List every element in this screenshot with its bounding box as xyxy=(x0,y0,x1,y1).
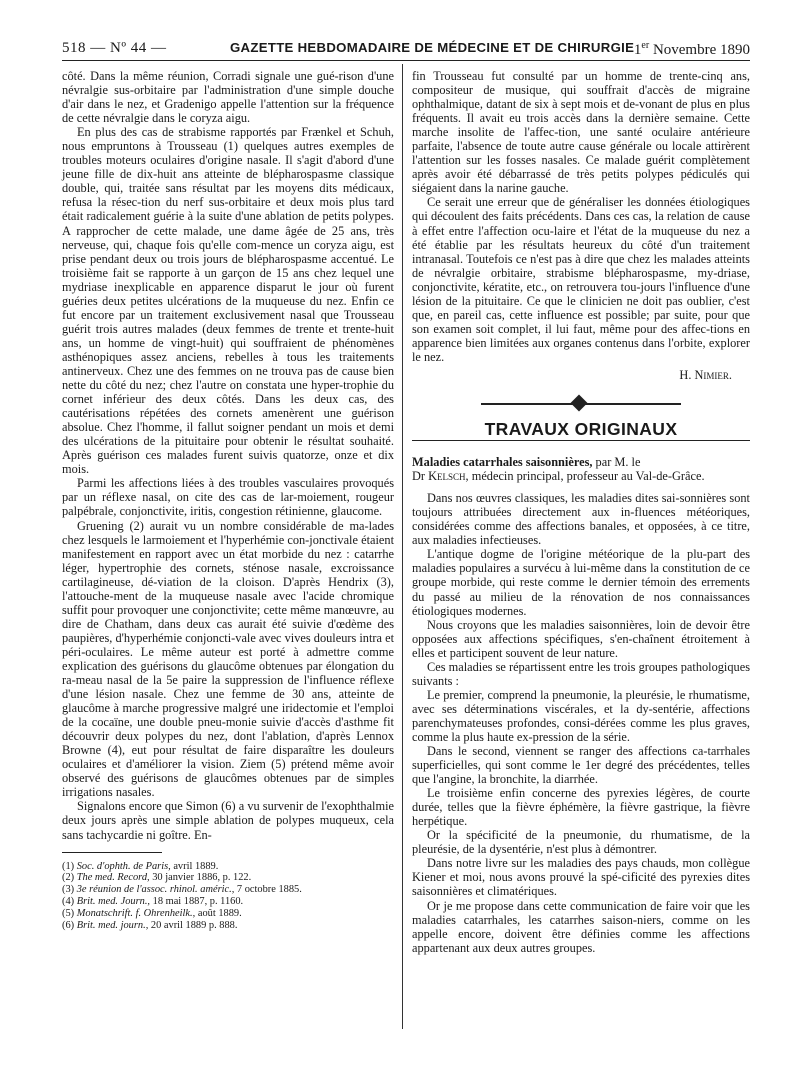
journal-title: GAZETTE HEBDOMADAIRE DE MÉDECINE ET DE CHIRURGIE xyxy=(230,40,635,55)
article-author: Kelsch xyxy=(428,469,466,484)
footnotes xyxy=(62,861,394,932)
right-paragraph-3: Dans nos œuvres classiques, les maladies dites sai-sonnières sont toujours attribuées directement aux in-fluences météoriques, considérées comme des affections banales, et opposées, à ce titre, aux maladies infectieuses. xyxy=(412,491,750,548)
right-paragraph-7: Le premier, comprend la pneumonie, la pleurésie, le rhumatisme, avec ses déterminations viscérales, et la dy-sentérie, affections parenchymateuses profondes, consi-dérées comme les plus graves, comme la plus haute ex-pression de la série. xyxy=(412,687,750,744)
issue-date-rest: Novembre 1890 xyxy=(649,42,750,58)
footnote-2: (2) The med. Record, 30 janvier 1886, p. 122. xyxy=(62,872,252,884)
left-paragraph-5: Signalons encore que Simon (6) a vu survenir de l'exophthalmie deux jours après une simple ablation de polypes muqueux, cela sans tachycardie ni goître. En- xyxy=(62,799,394,842)
header-rule xyxy=(62,60,750,61)
left-paragraph-1: côté. Dans la même réunion, Corradi signale une gué-rison d'une névralgie sus-orbitaire par l'administration d'une simple douche d'air dans le nez, et Gradenigo appelle l'attention sur la fréquence de cette névralgie dans le coryza aigu. xyxy=(62,69,394,126)
right-paragraph-5: Nous croyons que les maladies saisonnières, loin de devoir être opposées aux affections spécifiques, s'en-chaînent étroitement à elles et participent souvent de leur nature. xyxy=(412,617,750,660)
footnote-5: (5) Monatschrift. f. Ohrenheilk., août 1889. xyxy=(62,907,242,919)
right-column xyxy=(412,69,750,955)
right-paragraph-11: Dans notre livre sur les maladies des pays chauds, mon collègue Kiener et moi, nous avons prouvé la spé-cificité des pyrexies dites saisonnières et climatériques. xyxy=(412,856,750,899)
right-paragraph-8: Dans le second, viennent se ranger des affections ca-tarrhales superficielles, qui sont comme le 1er degré des précédentes, telles que l'angine, la bronchite, la diarrhée. xyxy=(412,744,750,787)
issue-date-day: 1 xyxy=(633,42,642,58)
article-author-role: , médecin principal, professeur au Val-de-Grâce. xyxy=(465,469,705,484)
footnote-3: (3) 3e réunion de l'assoc. rhinol. améric., 7 octobre 1885. xyxy=(62,884,302,896)
page-number: 518 — Nº 44 — xyxy=(62,40,167,56)
article-heading xyxy=(412,455,750,483)
right-paragraph-6: Ces maladies se répartissent entre les trois groupes pathologiques suivants : xyxy=(412,659,750,688)
left-paragraph-2: En plus des cas de strabisme rapportés par Frænkel et Schuh, nous empruntons à Trousseau (1) quelques autres exemples de troubles moteurs oculaires d'origine nasale. Il s'agit d'abord d'une jeune fille de dix-huit ans atteinte de blépharospasme classique double, qui, traitée sans résultat par les moyens dits médicaux, refusa la résec-tion du nerf sus-orbitaire et deux mois plus tard était radicalement guérie à la suite d'une ablation de petits polypes. A rapprocher de cette malade, une dame âgée de 25 ans, très nerveuse, qui, chaque fois qu'elle com-mence un coryza aigu, est prise pendant deux ou trois jours de blépharospasme accentué. Le troisième fait se rapporte à un garçon de 15 ans chez lequel une mydriase inexplicable en apparence disparut le jour où furent guéries deux petites ulcérations de la muqueuse du nez. Enfin ce fut encore par un traitement exclusivement nasal que Trousseau guérit trois autres malades (deux femmes de trente et trente-huit ans, un homme de vingt-huit) qui souffraient de phénomènes asthénopiques assez anciens, rebelles à tous les traitements antinerveux. Chez une des femmes on ne trouva pas de cause bien nette du côté du nez; chez l'autre on constata une hyper-trophie du cornet inférieur des deux côtés. Dans les deux cas, des cautérisations répétées des cornets amenèrent une guérison absolue. Chez l'homme, il fallut soigner pendant un mois et demi des ulcérations de la pituitaire pour obtenir le résultat souhaité. Après guérison ces malades furent suivis quatorze, onze et dix mois. xyxy=(62,125,394,477)
footnote-1: (1) Soc. d'ophth. de Paris, avril 1889. xyxy=(62,860,219,872)
column-divider xyxy=(402,64,403,1029)
running-header xyxy=(62,38,750,60)
right-paragraph-1: fin Trousseau fut consulté par un homme de trente-cinq ans, compositeur de musique, qui souffrait d'accès de migraine ophthalmique, datant de six à sept mois et de-vonant de plus en plus fréquents. Il avait eu trois accès dans la dernière semaine. Cette marche insolite de l'affec-tion, une santé oculaire antérieure parfaite, l'absence de toute autre cause générale ou locale attirèrent l'attention sur les fosses nasales. Ce malade guérit complètement après avoir été débarrassé de très petits polypes pédiculés qui siégaient dans la narine gauche. xyxy=(412,69,750,196)
left-paragraph-3: Parmi les affections liées à des troubles vasculaires provoqués par un réflexe nasal, on cite des cas de lar-moiement, rougeur palpébrale, conjonctivite, iritis, congestion rétinienne, glaucome. xyxy=(62,476,394,519)
issue-date-suffix: er xyxy=(641,40,650,51)
footnote-4: (4) Brit. med. Journ., 18 mai 1887, p. 1160. xyxy=(62,895,244,907)
article-author-prefix: Dr xyxy=(412,469,429,484)
issue-date xyxy=(634,40,750,59)
footnote-6: (6) Brit. med. journ., 20 avril 1889 p. 888. xyxy=(62,919,238,931)
article-title: Maladies catarrhales saisonnières, xyxy=(412,455,593,470)
right-paragraph-2: Ce serait une erreur que de généraliser les données étiologiques qui découlent des faits précédents. Dans ces cas, la relation de cause à effet entre l'affection ocu-laire et l'état de la muqueuse du nez a été établie par les résultats heureux du côté d'un traitement intranasal. Toutefois ce n'est pas à dire que chez les malades atteints de névralgie orbitaire, strabisme blépharospasme, my-driase, conjonctivite, kératite, etc., on retrouvera tou-jours l'influence d'une lésion de la pituitaire. Ce que le clinicien ne doit pas oublier, c'est que, en pareil cas, cette influence est possible; par suite, pour que son examen soit complet, il lui faut, même pour des affec-tions en apparence bien limitées aux organes contenus dans l'orbite, explorer le nez. xyxy=(412,195,750,364)
left-column xyxy=(62,69,394,931)
author-signature: H. Nimier. xyxy=(679,367,732,382)
ornament-diamond-icon xyxy=(571,395,588,412)
right-paragraph-4: L'antique dogme de l'origine météorique de la plu-part des maladies populaires a survécu à lui-même dans la constitution de ce groupe morbide, qui reste comme le dernier témoin des errements du passé au milieu de la rénovation de nos connaissances étiologiques modernes. xyxy=(412,547,750,618)
right-paragraph-12: Or je me propose dans cette communication de faire voir que les maladies catarrhales, les catarrhes saison-niers, comme on les appelle encore, doivent être définies comme les affections appartenant aux deux autres groupes. xyxy=(412,898,750,955)
section-title-rule xyxy=(412,440,750,441)
right-paragraph-10: Or la spécificité de la pneumonie, du rhumatisme, de la pleurésie, de la dysentérie, n'est plus à démontrer. xyxy=(412,828,750,857)
right-paragraph-9: Le troisième enfin concerne des pyrexies légères, de courte durée, telles que la fièvre éphémère, la fièvre gastrique, la fièvre herpétique. xyxy=(412,786,750,829)
article-by: par M. le xyxy=(592,455,641,470)
section-title: TRAVAUX ORIGINAUX xyxy=(484,419,678,440)
footnote-rule xyxy=(62,852,162,853)
section-ornament xyxy=(481,396,681,412)
left-paragraph-4: Gruening (2) aurait vu un nombre considérable de ma-lades chez lesquels le larmoiement et l'hyperhémie con-jonctivale étaient manifestement en rapport avec un état morbide du nez : catarrhe léger, hypertrophie des cornets, sténose nasale, excroissance cartilagineuse, dé-viation de la cloison. D'après Hendrix (3), l'attouche-ment de la muqueuse nasale avec l'acide chromique suffit pour provoquer une conjonctivite; cette même manœuvre, au dire de Chatham, dans deux cas aurait été suivie d'œdème des paupières, d'hyperhémie conjoncti-vale avec vives douleurs intra et péri-oculaires. Le même auteur est porté à admettre comme explication des guérisons du glaucôme obtenues par élongation du ra-meau nasal de la 5e paire la suppression de l'influence réflexe d'une lésion nasale. Chez une femme de 30 ans, atteinte de glaucôme à marche progressive malgré une iridectomie et l'emploi de la cocaïne, une double pneu-monie suivie d'accès d'asthme fit découvrir deux polypes du nez, dont l'ablation, d'après Lennox Browne (4), eut pour résultat de faire disparaître les douleurs oculaires et d'améliorer la vision. Ziem (5) prétend même avoir observé des guérisons de glaucômes obtenues par de simples irrigations nasales. xyxy=(62,518,394,800)
